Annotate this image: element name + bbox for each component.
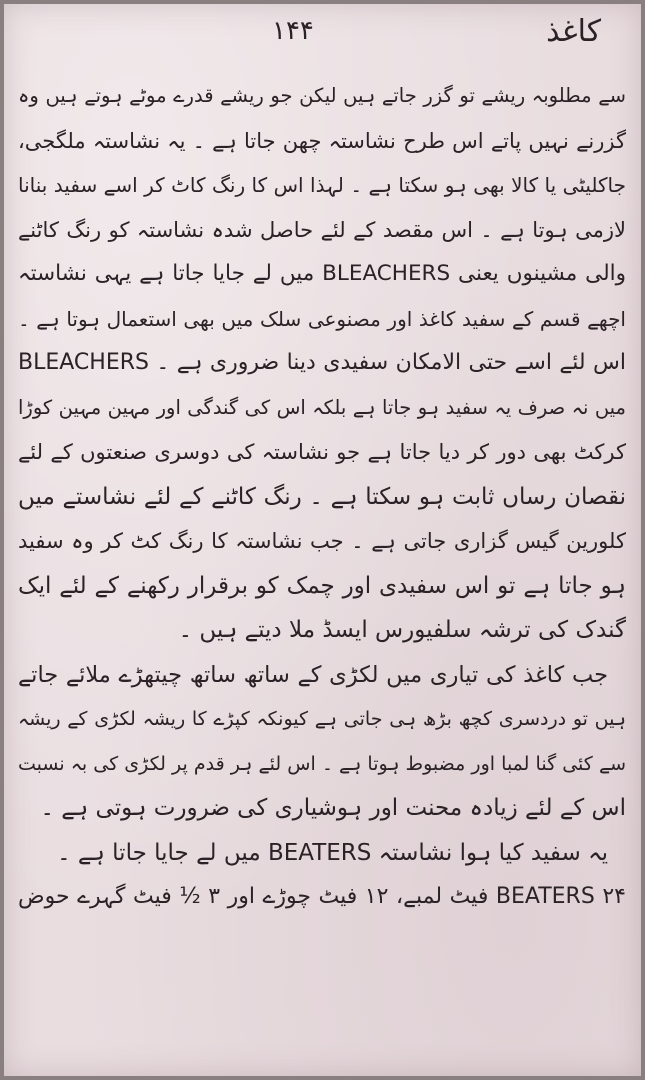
text-line-1: سے مطلوبہ ریشے تو گزر جاتے ہیں لیکن جو ریشے قدرے موٹے ہوتے ہیں وہ [18,84,626,107]
text-line-15: ہیں تو دردسری کچھ بڑھ ہی جاتی ہے کیونکہ کپڑے کا ریشہ لکڑی کے ریشہ [18,708,626,730]
text-line-4: لازمی ہوتا ہے ۔ اس مقصد کے لئے حاصل شدہ نشاستہ کو رنگ کاٹنے [18,217,626,242]
text-line-17: اس کے لئے زیادہ محنت اور ہوشیاری کی ضرورت ہوتی ہے ۔ [40,795,626,821]
text-line-7: اس لئے اسے حتی الامکان سفیدی دینا ضروری ہے ۔ BLEACHERS [18,350,626,375]
text-line-11: کلورین گیس گزاری جاتی ہے ۔ جب نشاستہ کا رنگ کٹ کر وہ سفید [18,529,626,553]
text-line-5: والی مشینوں یعنی BLEACHERS میں لے جایا جاتا ہے یہی نشاستہ [18,261,626,286]
text-line-18: یہ سفید کیا ہوا نشاستہ BEATERS میں لے جایا جاتا ہے ۔ [57,839,608,866]
text-line-8: میں نہ صرف یہ سفید ہو جاتا ہے بلکہ اس کی گندگی اور مہین مہین کوڑا [18,395,626,419]
page-number: ۱۴۴ [272,16,314,46]
text-line-19: BEATERS ۲۴ فیٹ لمبے، ۱۲ فیٹ چوڑے اور ۳ ½ فیٹ گہرے حوض [18,884,626,909]
text-line-16: سے کئی گنا لمبا اور مضبوط ہوتا ہے ۔ اس لئے ہر قدم پر لکڑی کی بہ نسبت [18,752,626,775]
body-text [18,74,626,920]
running-title: کاغذ [546,14,601,49]
page-header [4,12,641,52]
text-line-14: جب کاغذ کی تیاری میں لکڑی کے ساتھ ساتھ چیتھڑے ملائے جاتے [18,661,608,688]
text-line-9: کرکٹ بھی دور کر دیا جاتا ہے جو نشاستہ کی دوسری صنعتوں کے لئے [18,440,626,464]
text-line-6: اچھے قسم کے سفید کاغذ اور مصنوعی سلک میں بھی استعمال ہوتا ہے ۔ [18,306,626,331]
text-line-10: نقصان رساں ثابت ہو سکتا ہے ۔ رنگ کاٹنے کے لئے نشاستے میں [18,483,626,510]
book-page [4,4,641,1076]
text-line-3: جاکلیٹی یا کالا بھی ہو سکتا ہے ۔ لہذا اس کا رنگ کاٹ کر اسے سفید بنانا [18,173,626,197]
text-line-12: ہو جاتا ہے تو اس سفیدی اور چمک کو برقرار رکھنے کے لئے ایک [18,572,626,599]
text-line-2: گزرنے نہیں پاتے اس طرح نشاستہ چھن جاتا ہے ۔ یہ نشاستہ ملگجی، [18,128,626,153]
text-line-13: گندک کی ترشہ سلفیورس ایسڈ ملا دیتے ہیں ۔ [178,617,626,643]
